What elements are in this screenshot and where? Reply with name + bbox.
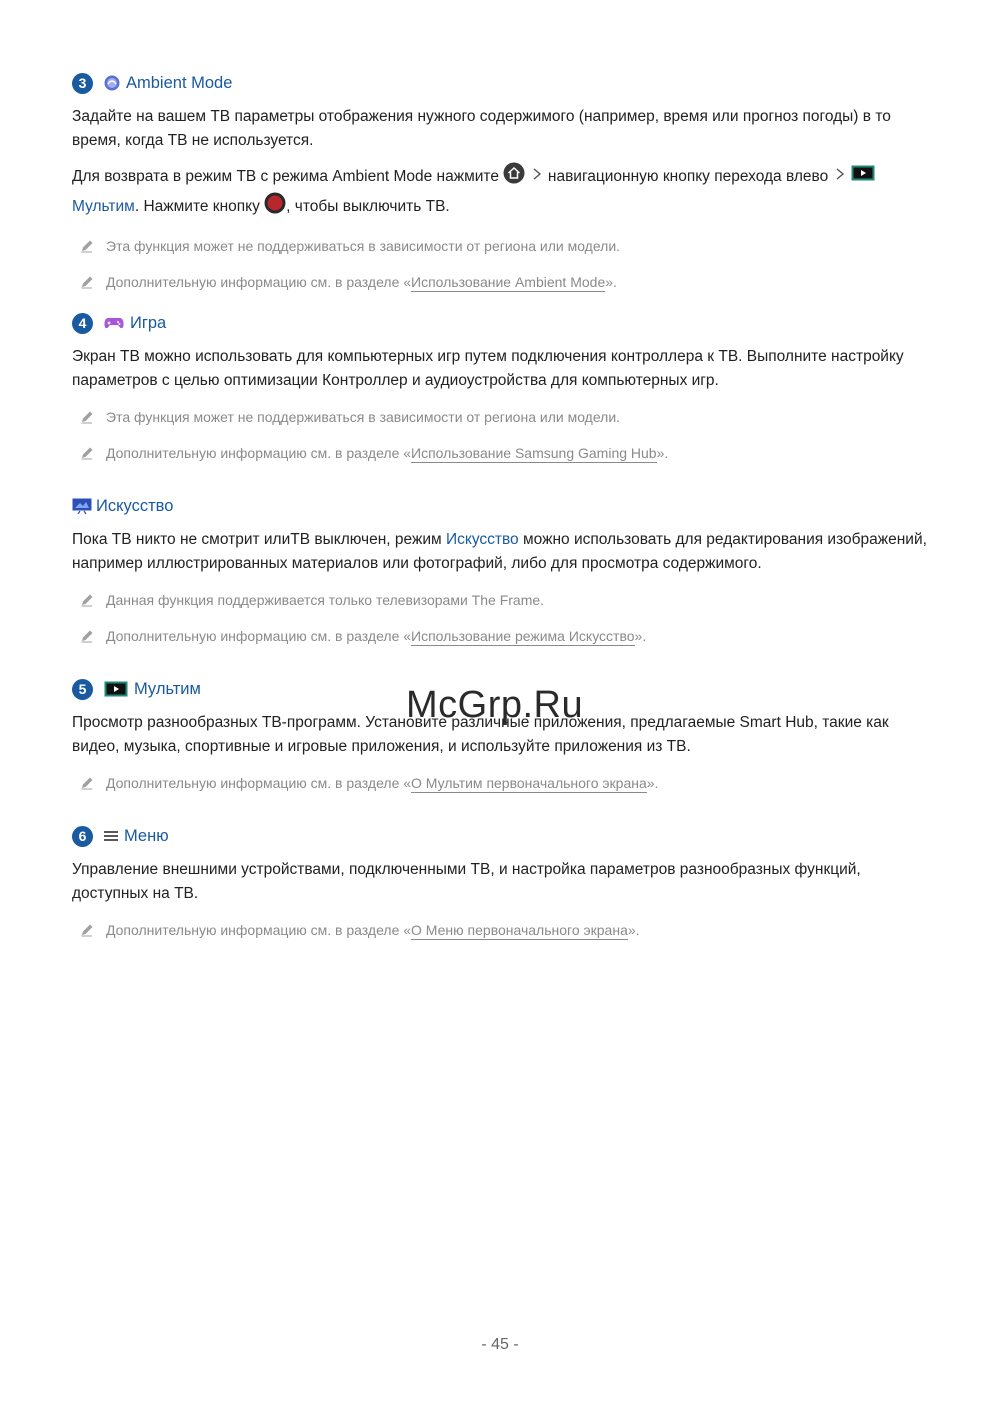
menu-icon — [104, 830, 118, 842]
note — [72, 920, 932, 940]
multim-reference-link[interactable]: О Мультим первоначального экрана — [411, 775, 647, 791]
note — [72, 773, 932, 793]
pencil-note-icon — [80, 628, 94, 648]
menu-reference-link[interactable]: О Меню первоначального экрана — [411, 922, 628, 938]
page-number: - 45 - — [481, 1336, 519, 1353]
note-text: Эта функция может не поддерживаться в зависимости от региона или модели. — [106, 238, 621, 254]
pencil-note-icon — [80, 445, 94, 465]
ambient-mode-title: Ambient Mode — [126, 73, 233, 92]
power-button-icon — [264, 192, 286, 222]
instruction-text: . Нажмите кнопку — [134, 198, 260, 216]
multim-description: Просмотр разнообразных ТВ-программ. Установите различные приложения, предлагаемые Smart Hub, такие как видео, музыка, спортивные и игровые приложения, и используйте приложения из ТВ. — [72, 714, 889, 755]
chevron-right-icon — [833, 165, 847, 189]
instruction-text: навигационную кнопку перехода влево — [547, 168, 829, 186]
art-heading — [72, 494, 932, 518]
pencil-note-icon — [80, 274, 94, 294]
pencil-note-icon — [80, 922, 94, 942]
multim-icon — [104, 681, 128, 697]
menu-heading — [72, 824, 932, 848]
ambient-mode-description: Задайте на вашем ТВ параметры отображения нужного содержимого (например, время или прогноз погоды) в то время, когда ТВ не используется. — [72, 108, 891, 149]
pencil-note-icon — [80, 238, 94, 258]
section-number-badge: 6 — [72, 826, 93, 847]
ambient-mode-reference-link[interactable]: Использование Ambient Mode — [411, 274, 606, 290]
art-title: Искусство — [96, 496, 174, 515]
menu-description: Управление внешними устройствами, подключенными ТВ, и настройка параметров разнообразных функций, доступных на ТВ. — [72, 861, 861, 902]
section-game — [72, 311, 932, 463]
note-text: ». — [605, 274, 617, 290]
multim-icon — [851, 165, 875, 189]
note-text: Эта функция может не поддерживаться в зависимости от региона или модели. — [106, 409, 621, 425]
note — [72, 443, 932, 463]
description-text: Пока ТВ никто не смотрит илиТВ выключен, режим — [72, 531, 442, 548]
art-icon — [72, 498, 92, 514]
note-text: Дополнительную информацию см. в разделе « — [106, 775, 412, 791]
note-text: Дополнительную информацию см. в разделе « — [106, 628, 412, 644]
section-number-badge: 4 — [72, 313, 93, 334]
game-title: Игра — [130, 313, 167, 332]
note-text: Дополнительную информацию см. в разделе « — [106, 274, 412, 290]
ambient-mode-return-instructions — [72, 162, 932, 222]
section-number-badge: 3 — [72, 73, 93, 94]
note — [72, 236, 932, 256]
note-text: Данная функция поддерживается только телевизорами The Frame. — [106, 592, 545, 608]
note-text: ». — [634, 628, 647, 644]
section-art — [72, 494, 932, 646]
ambient-mode-heading — [72, 71, 932, 95]
ambient-mode-icon — [104, 75, 120, 91]
section-ambient-mode — [72, 71, 932, 292]
game-heading — [72, 311, 932, 335]
chevron-right-icon — [530, 165, 544, 189]
gaming-hub-reference-link[interactable]: Использование Samsung Gaming Hub — [411, 445, 657, 461]
art-description — [72, 528, 932, 576]
note — [72, 626, 932, 646]
game-description: Экран ТВ можно использовать для компьютерных игр путем подключения контроллера к ТВ. Выполните настройку параметров с целью оптимизации Контроллер и аудиоустройства для компьютерных игр. — [72, 348, 904, 389]
note — [72, 272, 932, 292]
pencil-note-icon — [80, 775, 94, 795]
watermark: McGrp.Ru — [406, 684, 584, 726]
section-menu — [72, 824, 932, 940]
art-mode-reference-link[interactable]: Использование режима Искусство — [411, 628, 635, 644]
pencil-note-icon — [80, 592, 94, 612]
instruction-text: , чтобы выключить ТВ. — [286, 198, 450, 216]
multim-title: Мультим — [134, 679, 201, 698]
instruction-text: Для возврата в режим ТВ с режима Ambient Mode нажмите — [72, 168, 499, 186]
gamepad-icon — [104, 315, 124, 331]
note-text: ». — [627, 922, 640, 938]
description-text: можно использовать для редактирования изображений, например иллюстрированных материалов или фотографий, либо для просмотра содержимого. — [72, 531, 927, 572]
note-text: Дополнительную информацию см. в разделе « — [106, 922, 412, 938]
note — [72, 590, 932, 610]
note-text: ». — [656, 445, 669, 461]
home-button-icon — [503, 162, 525, 192]
multim-link[interactable]: Мультим — [72, 198, 135, 216]
pencil-note-icon — [80, 409, 94, 429]
art-mode-link[interactable]: Искусство — [445, 531, 519, 548]
note-text: Дополнительную информацию см. в разделе « — [106, 445, 412, 461]
note-text: ». — [646, 775, 659, 791]
note — [72, 407, 932, 427]
section-number-badge: 5 — [72, 679, 93, 700]
menu-title: Меню — [124, 826, 169, 845]
